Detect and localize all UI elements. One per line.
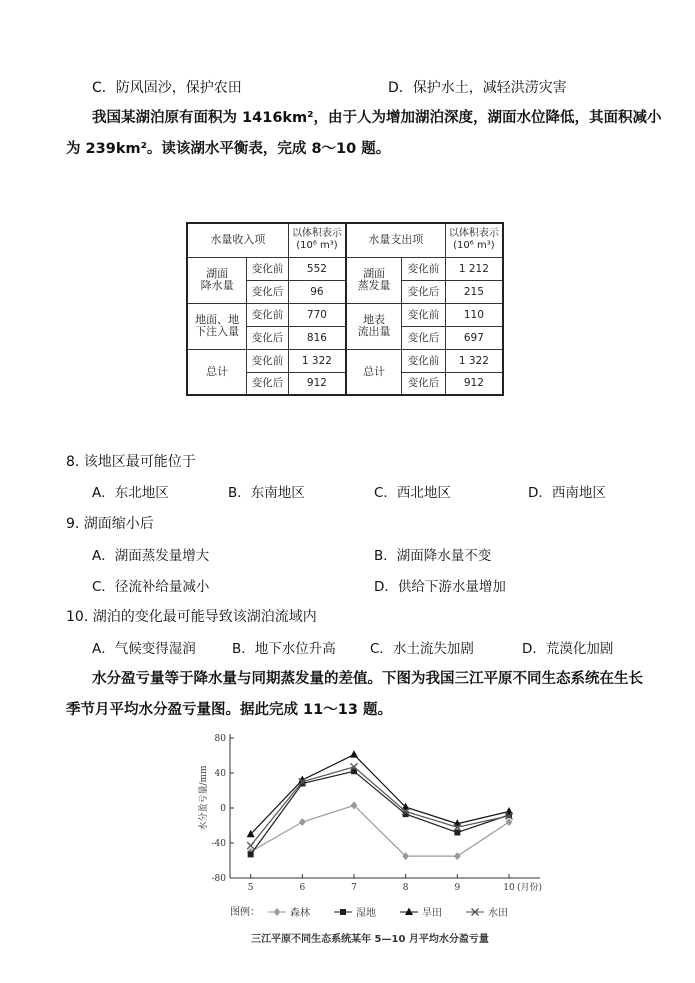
in-before-value: 552 xyxy=(288,257,346,280)
q10-stem: 10. 湖泊的变化最可能导致该湖泊流域内 xyxy=(66,609,317,625)
after-label: 变化后 xyxy=(402,326,446,349)
out-item-label-line1: 地表 xyxy=(363,313,386,326)
q8-option-b: B．东南地区 xyxy=(228,485,305,501)
out-items-header: 水量支出项 xyxy=(346,223,445,257)
before-label: 变化前 xyxy=(402,257,446,280)
data-point xyxy=(454,852,461,860)
in-after-value: 96 xyxy=(288,280,346,303)
before-label: 变化前 xyxy=(247,257,289,280)
legend-label: 水田 xyxy=(488,908,508,919)
series-line xyxy=(251,771,509,854)
q7-option-c: C．防风固沙，保护农田 xyxy=(92,80,242,96)
legend-item xyxy=(268,906,310,919)
in-item-label-line2: 降水量 xyxy=(200,279,234,292)
out-item-label-line2: 蒸发量 xyxy=(357,279,391,292)
q8-option-c: C．西北地区 xyxy=(374,485,451,501)
q9-option-c: C．径流补给量减小 xyxy=(92,579,210,595)
legend-item xyxy=(334,906,376,919)
out-after-value: 697 xyxy=(445,326,503,349)
out-before-value: 1 212 xyxy=(445,257,503,280)
after-label: 变化后 xyxy=(247,372,289,395)
out-item-label-line1: 湖面 xyxy=(363,267,386,280)
q7-option-d: D．保护水土，减轻洪涝灾害 xyxy=(388,80,567,96)
series-line xyxy=(251,767,509,846)
x-tick-label: 5 xyxy=(247,883,254,893)
in-before-value: 770 xyxy=(288,303,346,326)
out-after-value: 912 xyxy=(445,372,503,395)
series-line xyxy=(251,755,509,835)
in-item-label xyxy=(187,257,247,303)
legend-item xyxy=(466,906,508,919)
legend-label: 湿地 xyxy=(356,908,376,919)
q10-option-a: A．气候变得湿润 xyxy=(92,641,196,657)
before-label: 变化前 xyxy=(247,303,289,326)
q9-option-a: A．湖面蒸发量增大 xyxy=(92,548,210,564)
after-label: 变化后 xyxy=(402,280,446,303)
in-unit-header-line2: (10⁶ m³) xyxy=(296,240,338,252)
out-item-label xyxy=(346,303,402,349)
legend-item xyxy=(400,907,442,919)
q8-stem: 8. 该地区最可能位于 xyxy=(66,454,196,470)
series-0 xyxy=(247,801,512,860)
y-tick-label: 0 xyxy=(220,804,226,814)
q10-option-b: B．地下水位升高 xyxy=(232,641,336,657)
y-tick-label: 40 xyxy=(214,769,226,779)
legend-prefix: 图例： xyxy=(230,907,260,918)
data-point xyxy=(350,750,358,758)
series-line xyxy=(251,805,509,856)
table-row xyxy=(187,349,503,372)
data-point xyxy=(248,851,254,857)
in-item-label-line2: 下注入量 xyxy=(195,325,240,338)
q8-option-a: A．东北地区 xyxy=(92,485,169,501)
x-axis-label: (月份) xyxy=(517,883,543,893)
in-after-value: 816 xyxy=(288,326,346,349)
before-label: 变化前 xyxy=(247,349,289,372)
data-point xyxy=(454,830,460,836)
y-axis-label: 水分盈亏量/mm xyxy=(199,765,209,831)
out-total-label: 总计 xyxy=(346,349,402,395)
q8-option-d: D．西南地区 xyxy=(528,485,606,501)
water-balance-line-chart xyxy=(190,730,560,950)
in-total-label: 总计 xyxy=(187,349,247,395)
table-row xyxy=(187,303,503,326)
out-before-value: 1 322 xyxy=(445,349,503,372)
intro1-line1: 我国某湖泊原有面积为 1416km²，由于人为增加湖泊深度，湖面水位降低，其面积减小 xyxy=(92,110,662,126)
in-items-header: 水量收入项 xyxy=(187,223,288,257)
legend-label: 旱田 xyxy=(422,908,442,919)
chart-legend xyxy=(230,905,508,919)
before-label: 变化前 xyxy=(402,303,446,326)
in-item-label xyxy=(187,303,247,349)
x-tick-label: 8 xyxy=(402,883,409,893)
chart-axes xyxy=(197,734,542,893)
legend-marker xyxy=(405,908,413,916)
data-point xyxy=(299,818,306,826)
chart-series xyxy=(247,750,513,860)
in-item-label-line1: 地面、地 xyxy=(195,313,240,326)
in-unit-header-line1: 以体积表示 xyxy=(291,228,342,240)
out-unit-header-line1: 以体积表示 xyxy=(448,228,499,240)
legend-label: 森林 xyxy=(290,908,310,919)
in-before-value: 1 322 xyxy=(288,349,346,372)
legend-marker xyxy=(274,908,281,916)
lake-water-balance-table xyxy=(186,222,504,396)
table-row xyxy=(187,257,503,280)
before-label: 变化前 xyxy=(402,349,446,372)
in-item-label-line1: 湖面 xyxy=(206,267,229,280)
legend-marker xyxy=(340,909,346,915)
y-tick-label: 80 xyxy=(214,734,226,744)
intro1-line2: 为 239km²。读该湖水平衡表，完成 8～10 题。 xyxy=(66,141,391,157)
out-item-label xyxy=(346,257,402,303)
out-unit-header-line2: (10⁶ m³) xyxy=(453,240,495,252)
out-unit-header xyxy=(445,223,503,257)
chart-title: 三江平原不同生态系统某年 5—10 月平均水分盈亏量 xyxy=(251,934,489,945)
q9-stem: 9. 湖面缩小后 xyxy=(66,516,154,532)
q10-option-c: C．水土流失加剧 xyxy=(370,641,474,657)
out-item-label-line2: 流出量 xyxy=(357,325,391,338)
x-tick-label: 10 xyxy=(503,883,515,893)
in-after-value: 912 xyxy=(288,372,346,395)
x-tick-label: 7 xyxy=(351,883,357,893)
y-tick-label: -80 xyxy=(211,874,226,884)
x-tick-label: 9 xyxy=(454,883,461,893)
q9-option-d: D．供给下游水量增加 xyxy=(374,579,506,595)
intro2-line1: 水分盈亏量等于降水量与同期蒸发量的差值。下图为我国三江平原不同生态系统在生长 xyxy=(92,671,643,687)
y-tick-label: -40 xyxy=(211,839,226,849)
series-3 xyxy=(247,763,512,849)
intro2-line2: 季节月平均水分盈亏量图。据此完成 11～13 题。 xyxy=(66,702,392,718)
q9-option-b: B．湖面降水量不变 xyxy=(374,548,492,564)
after-label: 变化后 xyxy=(247,326,289,349)
after-label: 变化后 xyxy=(247,280,289,303)
out-before-value: 110 xyxy=(445,303,503,326)
after-label: 变化后 xyxy=(402,372,446,395)
out-after-value: 215 xyxy=(445,280,503,303)
q10-option-d: D．荒漠化加剧 xyxy=(522,641,614,657)
in-unit-header xyxy=(288,223,346,257)
x-tick-label: 6 xyxy=(299,883,306,893)
